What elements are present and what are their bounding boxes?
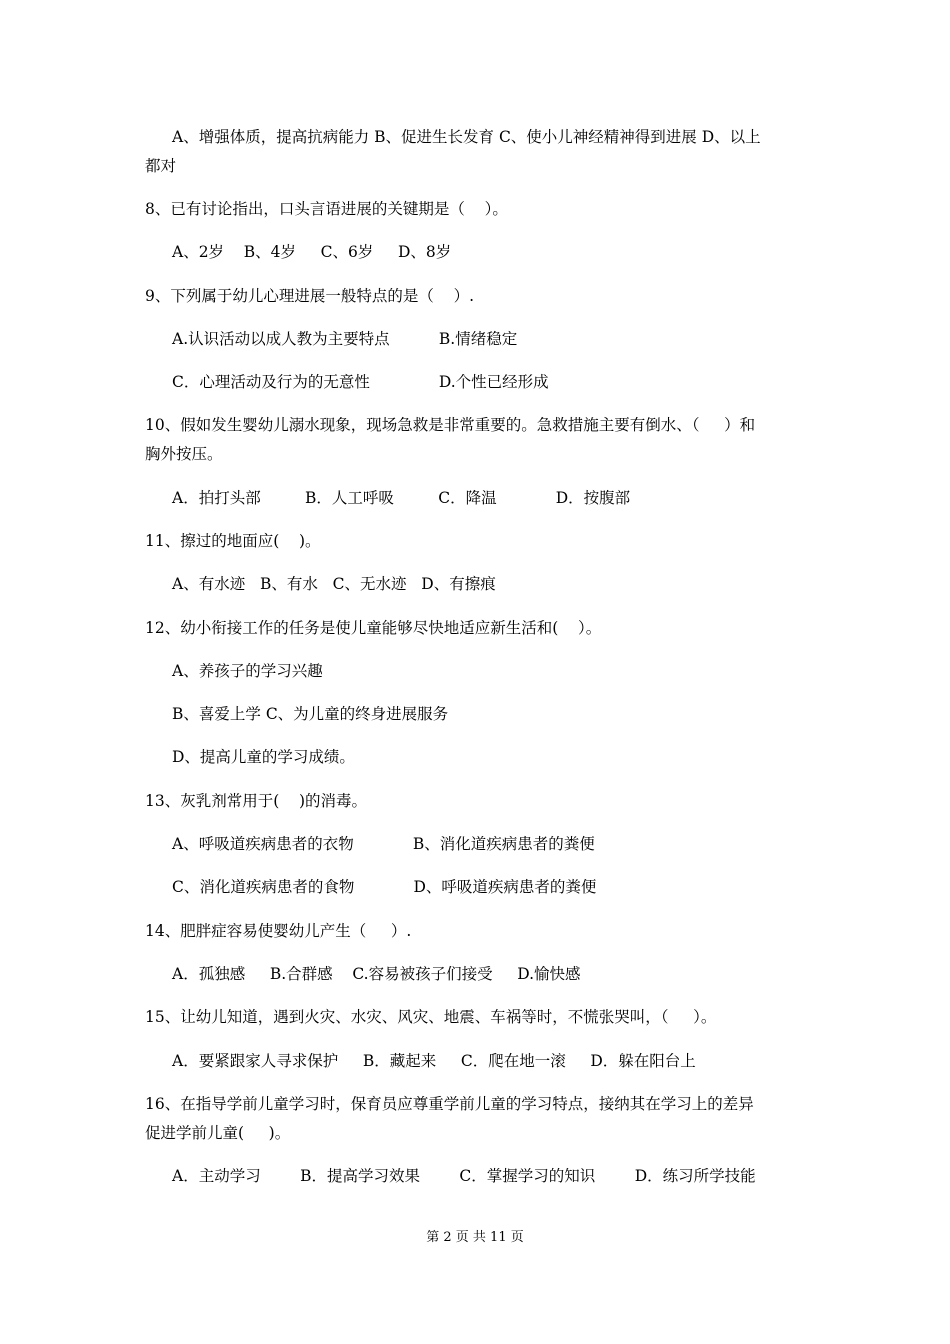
q15-options: A．要紧跟家人寻求保护 B．藏起来 C．爬在地一滚 D．躲在阳台上 (172, 1052, 696, 1070)
q9-options-row-1: A.认识活动以成人教为主要特点 B.情绪稳定 (172, 330, 518, 348)
q12-option-bc: B、喜爱上学 C、为儿童的终身进展服务 (172, 705, 449, 723)
q14-options: A．孤独感 B.合群感 C.容易被孩子们接受 D.愉快感 (172, 965, 581, 983)
q10-options: A．拍打头部 B．人工呼吸 C．降温 D．按腹部 (172, 489, 631, 507)
q11-stem: 11、擦过的地面应( )。 (145, 532, 321, 550)
q12-stem: 12、幼小衔接工作的任务是使儿童能够尽快地适应新生活和( ）。 (145, 619, 602, 637)
q13-options-row-1: A、呼吸道疾病患者的衣物 B、消化道疾病患者的粪便 (172, 835, 595, 853)
q15-stem: 15、让幼儿知道，遇到火灾、水灾、风灾、地震、车祸等时，不慌张哭叫，（ ）。 (145, 1008, 717, 1026)
q12-option-d: D、提高儿童的学习成绩。 (172, 748, 355, 766)
q13-stem: 13、灰乳剂常用于( )的消毒。 (145, 792, 368, 810)
q7-option-line-1: A、增强体质，提高抗病能力 B、促进生长发育 C、使小儿神经精神得到进展 D、以上 (172, 128, 761, 146)
q10-stem-line-2: 胸外按压。 (145, 445, 223, 463)
q16-stem-line-1: 16、在指导学前儿童学习时，保育员应尊重学前儿童的学习特点，接纳其在学习上的差异 (145, 1095, 754, 1113)
q13-options-row-2: C、消化道疾病患者的食物 D、呼吸道疾病患者的粪便 (172, 878, 597, 896)
q9-stem: 9、下列属于幼儿心理进展一般特点的是（ ）. (145, 287, 474, 305)
q9-options-row-2: C．心理活动及行为的无意性 D.个性已经形成 (172, 373, 549, 391)
q8-stem: 8、已有讨论指出，口头言语进展的关键期是（ ）。 (145, 200, 508, 218)
q10-stem-line-1: 10、假如发生婴幼儿溺水现象，现场急救是非常重要的。急救措施主要有倒水、（ ）和 (145, 416, 756, 434)
q11-options: A、有水迹 B、有水 C、无水迹 D、有擦痕 (172, 575, 496, 593)
page-footer: 第 2 页 共 11 页 (426, 1230, 524, 1245)
q7-option-line-2: 都对 (145, 157, 177, 175)
q8-options: A、2岁 B、4岁 C、6岁 D、8岁 (172, 243, 452, 261)
q16-options: A．主动学习 B．提高学习效果 C．掌握学习的知识 D．练习所学技能 (172, 1167, 756, 1185)
q12-option-a: A、养孩子的学习兴趣 (172, 662, 323, 680)
q16-stem-line-2: 促进学前儿童( )。 (145, 1124, 291, 1142)
q14-stem: 14、肥胖症容易使婴幼儿产生（ ）. (145, 922, 412, 940)
